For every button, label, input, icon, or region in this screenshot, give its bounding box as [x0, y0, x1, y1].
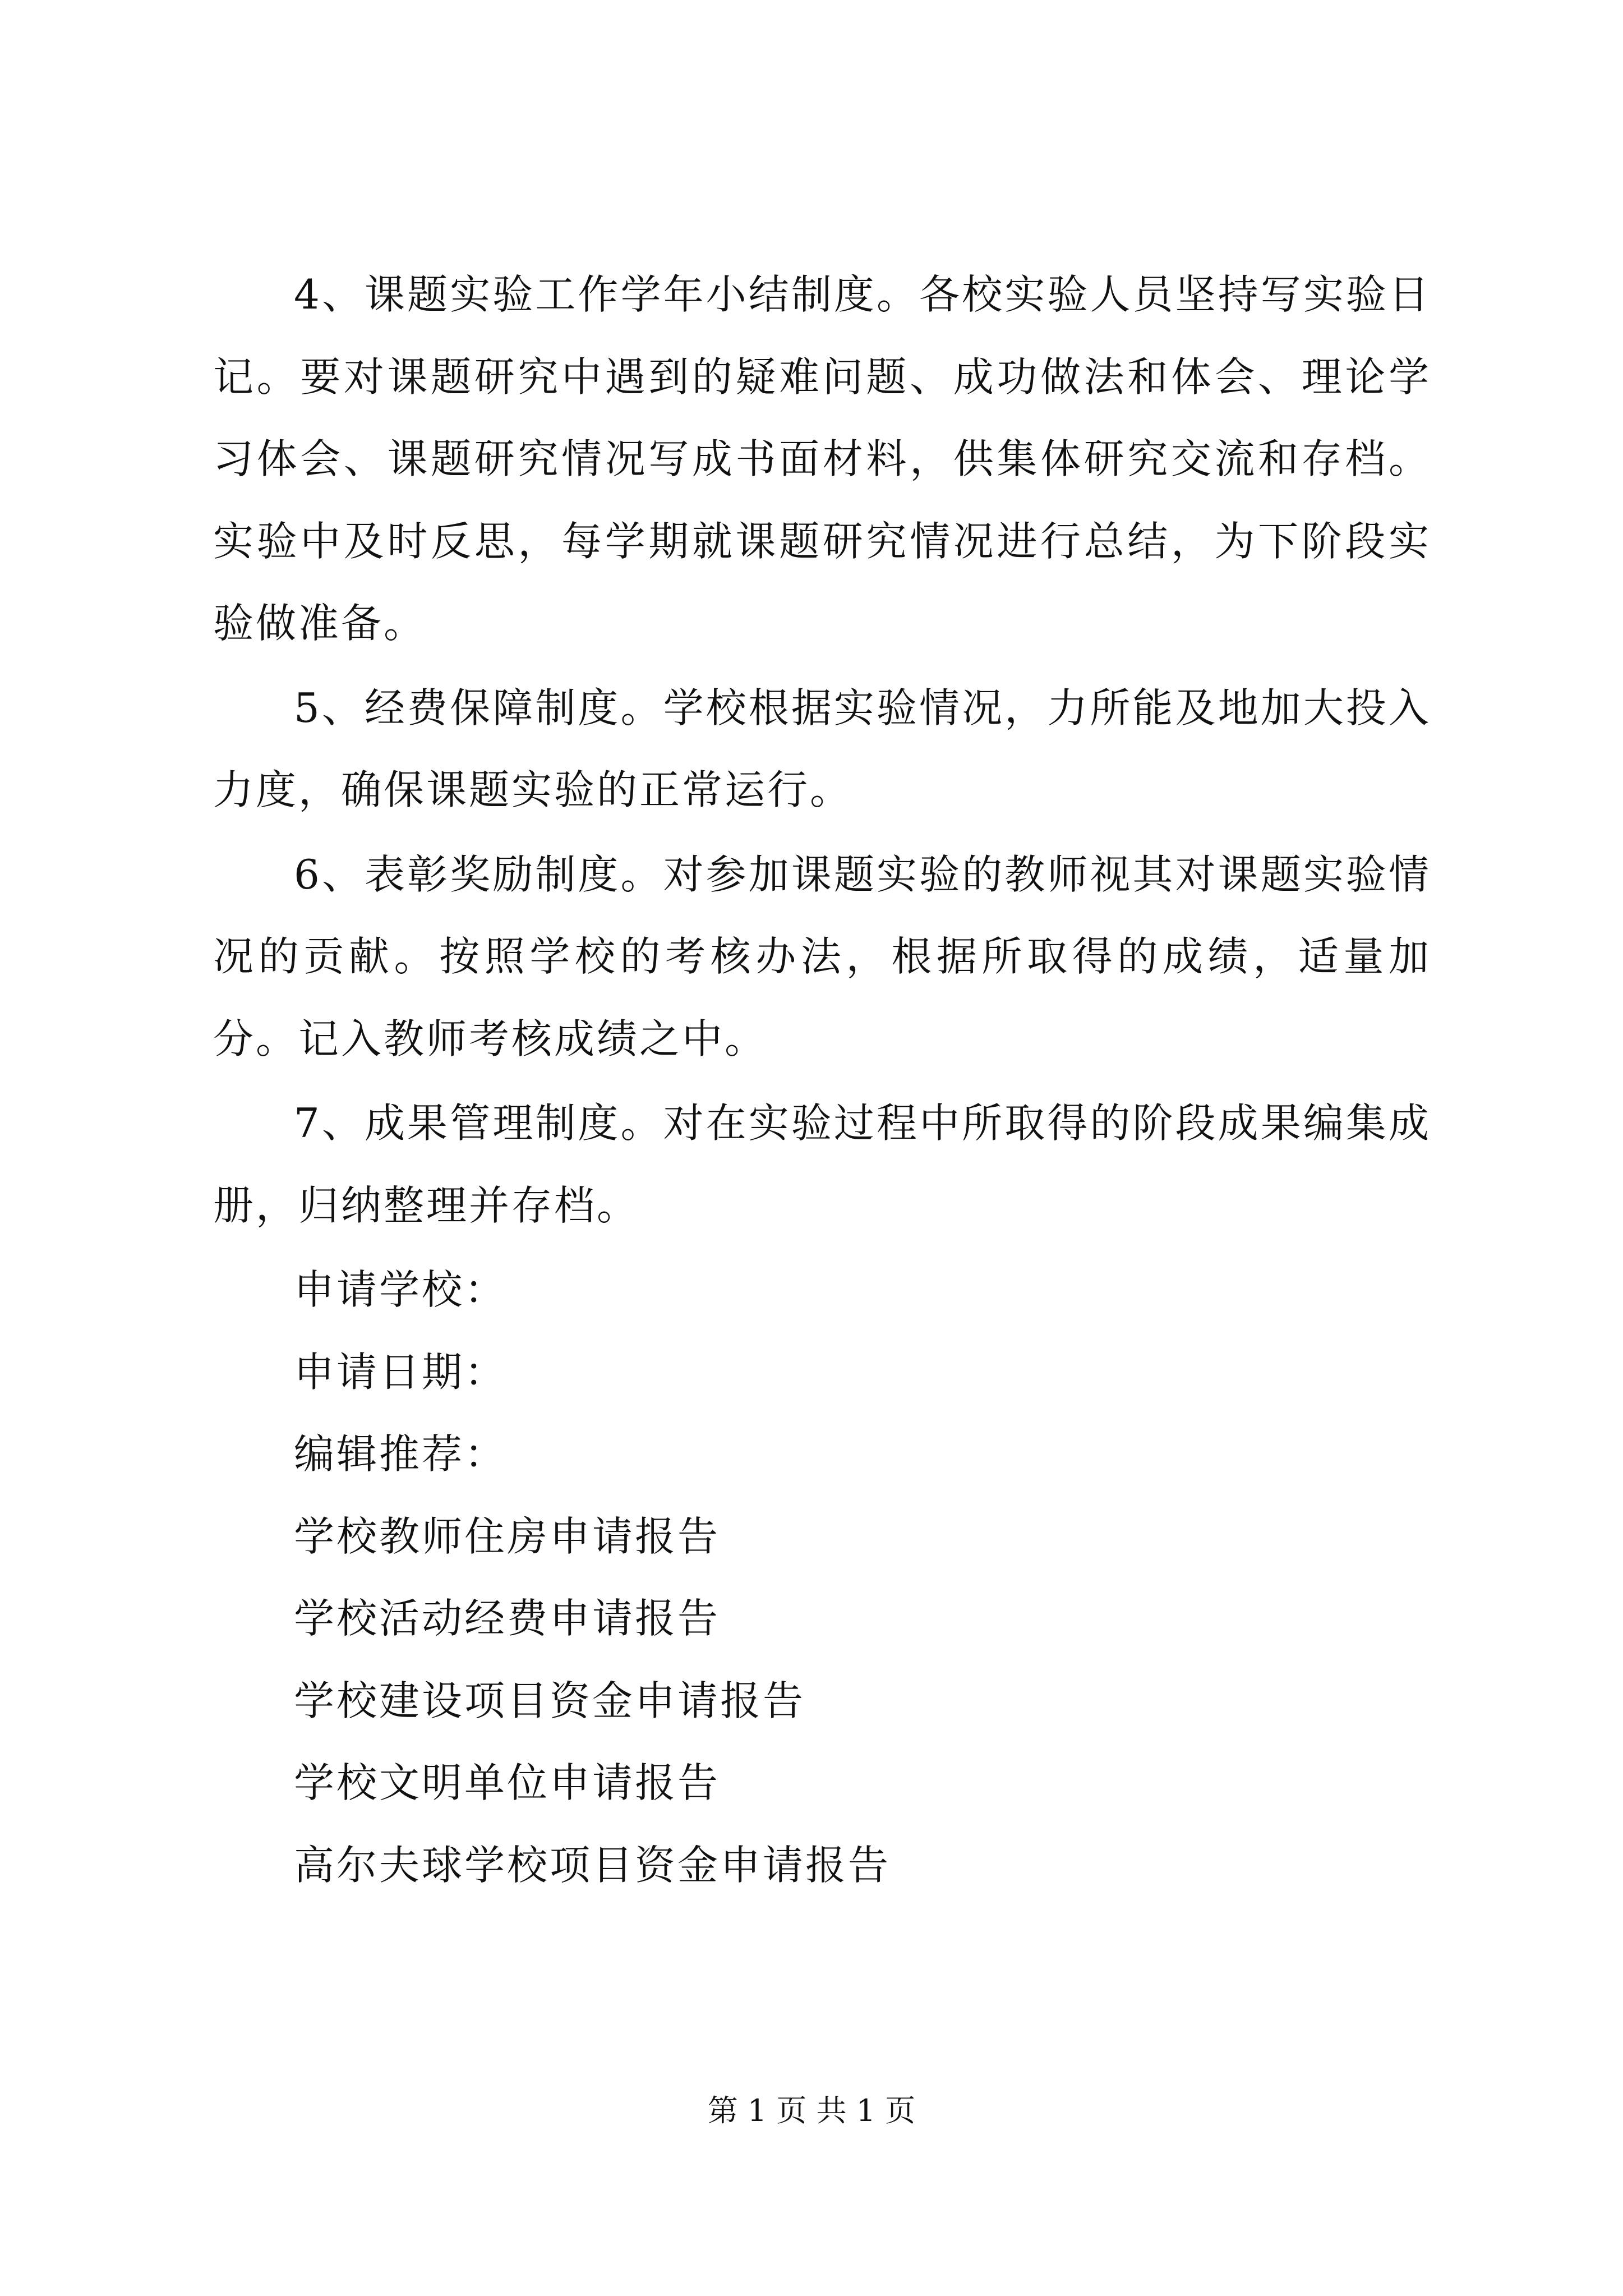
applicant-school-field: 申请学校： — [294, 1266, 508, 1313]
recommend-link-activity-funding[interactable]: 学校活动经费申请报告 — [294, 1595, 721, 1642]
recommend-link-golf-school-funding[interactable]: 高尔夫球学校项目资金申请报告 — [294, 1841, 891, 1889]
paragraph-summary-system: 4、课题实验工作学年小结制度。各校实验人员坚持写实验日记。要对课题研究中遇到的疑难问题、成功做法和体会、理论学习体会、课题研究情况写成书面材料，供集体研究交流和存档。实验中及时反思，每学期就课题研究情况进行总结，为下阶段实验做准备。 — [213, 271, 1431, 647]
paragraph-results-system: 7、成果管理制度。对在实验过程中所取得的阶段成果编集成册，归纳整理并存档。 — [213, 1099, 1431, 1229]
recommend-link-civilized-unit[interactable]: 学校文明单位申请报告 — [294, 1759, 721, 1806]
paragraph-funding-system: 5、经费保障制度。学校根据实验情况，力所能及地加大投入力度，确保课题实验的正常运行。 — [213, 684, 1431, 813]
page-number-footer: 第 1 页 共 1 页 — [707, 2093, 916, 2128]
recommend-heading: 编辑推荐： — [294, 1430, 508, 1478]
recommend-link-construction-funding[interactable]: 学校建设项目资金申请报告 — [294, 1677, 806, 1724]
recommend-link-teacher-housing[interactable]: 学校教师住房申请报告 — [294, 1512, 721, 1560]
document-body — [213, 254, 1431, 1906]
paragraph-reward-system: 6、表彰奖励制度。对参加课题实验的教师视其对课题实验情况的贡献。按照学校的考核办法，根据所取得的成绩，适量加分。记入教师考核成绩之中。 — [213, 850, 1431, 1062]
application-date-field: 申请日期： — [294, 1348, 508, 1396]
